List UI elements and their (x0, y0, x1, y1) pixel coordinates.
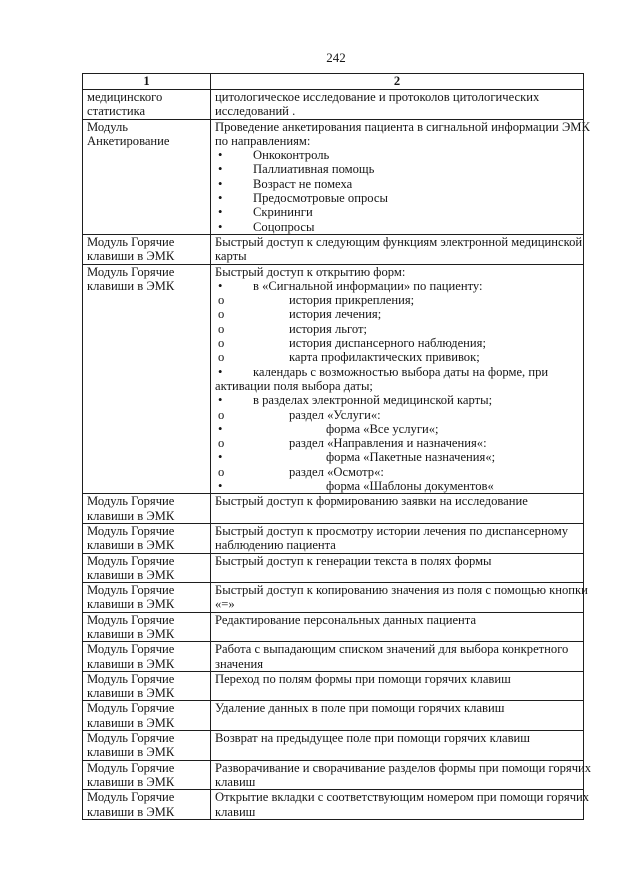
table-row (83, 523, 584, 553)
description-text: Работа с выпадающим списком значений для выбора конкретного значения (215, 642, 569, 671)
list-marker: o (218, 336, 225, 351)
table-body (83, 90, 592, 820)
column-header-2: 2 (211, 74, 584, 90)
list-item (215, 293, 581, 307)
description-text: Быстрый доступ к копированию значения из поля с помощью кнопки «=» (215, 583, 588, 612)
module-cell: Модуль Горячие клавиши в ЭМК (83, 731, 211, 761)
list-item (215, 177, 581, 191)
table-row (83, 264, 584, 494)
module-cell: Модуль Анкетирование (83, 119, 211, 234)
module-cell: Модуль Горячие клавиши в ЭМК (83, 671, 211, 701)
description-cell (211, 790, 590, 820)
description-text: Открытие вкладки с соответствующим номером при помощи горячих клавиш (215, 790, 590, 819)
table-row (83, 790, 584, 820)
list-marker: • (218, 219, 223, 234)
bullet-list (215, 279, 581, 493)
table-row (83, 119, 584, 234)
list-item (215, 336, 581, 350)
list-marker: • (218, 205, 223, 220)
description-text: Быстрый доступ к открытию форм: (215, 264, 406, 279)
module-cell: Модуль Горячие клавиши в ЭМК (83, 701, 211, 731)
list-item (215, 365, 581, 394)
module-cell: Модуль Горячие клавиши в ЭМК (83, 523, 211, 553)
description-text: цитологическое исследование и протоколов цитологических исследований . (215, 90, 540, 119)
list-marker: o (218, 321, 225, 336)
table-row (83, 642, 584, 672)
list-item (215, 307, 581, 321)
table-header (83, 74, 584, 90)
page-number: 242 (326, 50, 346, 65)
description-cell (211, 760, 592, 790)
list-item-text: календарь с возможностью выбора даты на форме, при активации поля выбора даты; (215, 364, 549, 393)
list-marker: • (218, 148, 223, 163)
list-item-text: история лечения; (289, 307, 382, 322)
table-row (83, 553, 584, 583)
list-item (215, 479, 581, 493)
table-row (83, 612, 584, 642)
list-item (215, 322, 581, 336)
list-marker: • (218, 421, 223, 436)
list-item (215, 191, 581, 205)
list-item-text: Предосмотровые опросы (253, 191, 388, 206)
table-row (83, 731, 584, 761)
table-row (83, 760, 584, 790)
description-cell (211, 264, 584, 494)
list-marker: o (218, 350, 225, 365)
description-text: Быстрый доступ к просмотру истории лечения по диспансерному наблюдению пациента (215, 523, 569, 553)
list-item-text: Онкоконтроль (253, 148, 330, 163)
list-item (215, 350, 581, 364)
description-text: Быстрый доступ к следующим функциям электронной медицинской карты (215, 234, 583, 264)
requirements-table (82, 73, 592, 820)
table-row (83, 671, 584, 701)
list-item (215, 408, 581, 422)
description-cell (211, 523, 584, 553)
list-item-text: в разделах электронной медицинской карты; (253, 393, 493, 408)
description-cell (211, 612, 584, 642)
list-item-text: история диспансерного наблюдения; (289, 336, 486, 351)
list-item-text: история прикрепления; (289, 293, 415, 308)
description-cell (211, 583, 588, 613)
description-text: Быстрый доступ к формированию заявки на исследование (215, 494, 528, 509)
list-item-text: форма «Пакетные назначения«; (326, 450, 496, 465)
description-text: Возврат на предыдущее поле при помощи горячих клавиш (215, 731, 530, 746)
module-cell: Модуль Горячие клавиши в ЭМК (83, 494, 211, 524)
module-cell: Модуль Горячие клавиши в ЭМК (83, 790, 211, 820)
description-text: Переход по полям формы при помощи горячих клавиш (215, 671, 511, 686)
description-text: Удаление данных в поле при помощи горячих клавиш (215, 701, 505, 716)
description-text: Проведение анкетирования пациента в сигнальной информации ЭМК по направлениям: (215, 119, 590, 148)
bullet-list (215, 148, 581, 234)
list-marker: o (218, 436, 225, 451)
list-item (215, 279, 581, 293)
description-cell (211, 90, 584, 120)
list-item-text: Соцопросы (253, 219, 315, 234)
module-cell: Модуль Горячие клавиши в ЭМК (83, 264, 211, 494)
description-cell (211, 553, 584, 583)
list-item (215, 393, 581, 407)
table-header-row (83, 74, 584, 90)
list-marker: o (218, 293, 225, 308)
list-marker: • (218, 176, 223, 191)
description-cell (211, 494, 584, 524)
description-text: Разворачивание и сворачивание разделов формы при помощи горячих клавиш (215, 760, 592, 789)
list-marker: • (218, 278, 223, 293)
list-item-text: раздел «Осмотр«: (289, 464, 384, 479)
description-cell (211, 731, 584, 761)
list-item-text: Скрининги (253, 205, 313, 220)
table-row (83, 234, 584, 264)
description-text: Быстрый доступ к генерации текста в полях формы (215, 553, 492, 568)
module-cell: Модуль Горячие клавиши в ЭМК (83, 234, 211, 264)
table-row (83, 701, 584, 731)
description-cell (211, 119, 590, 234)
list-marker: • (218, 191, 223, 206)
module-cell: Модуль Горячие клавиши в ЭМК (83, 760, 211, 790)
list-item (215, 436, 581, 450)
list-item (215, 450, 581, 464)
list-marker: o (218, 464, 225, 479)
list-marker: • (218, 393, 223, 408)
list-marker: o (218, 407, 225, 422)
list-item-text: в «Сигнальной информации» по пациенту: (253, 278, 483, 293)
list-item (215, 162, 581, 176)
module-cell: Модуль Горячие клавиши в ЭМК (83, 553, 211, 583)
list-item-text: форма «Шаблоны документов« (326, 479, 494, 494)
table-row (83, 90, 584, 120)
column-header-1: 1 (83, 74, 211, 90)
list-marker: • (218, 162, 223, 177)
module-cell: Модуль Горячие клавиши в ЭМК (83, 583, 211, 613)
list-item-text: история льгот; (289, 321, 367, 336)
list-marker: • (218, 364, 223, 379)
table-row (83, 583, 584, 613)
module-cell: Модуль Горячие клавиши в ЭМК (83, 612, 211, 642)
list-item-text: раздел «Направления и назначения«: (289, 436, 487, 451)
list-item (215, 148, 581, 162)
list-item (215, 465, 581, 479)
module-cell: Модуль Горячие клавиши в ЭМК (83, 642, 211, 672)
description-cell (211, 701, 584, 731)
description-cell (211, 234, 584, 264)
list-item-text: раздел «Услуги«: (289, 407, 381, 422)
description-text: Редактирование персональных данных пациента (215, 612, 477, 627)
description-cell (211, 642, 584, 672)
list-item (215, 422, 581, 436)
list-item-text: форма «Все услуги«; (326, 421, 439, 436)
list-item (215, 220, 581, 234)
list-marker: o (218, 307, 225, 322)
list-item-text: Паллиативная помощь (253, 162, 375, 177)
list-item-text: Возраст не помеха (253, 176, 353, 191)
description-cell (211, 671, 584, 701)
list-marker: • (218, 450, 223, 465)
list-marker: • (218, 479, 223, 494)
table-row (83, 494, 584, 524)
module-cell: медицинского статистика (83, 90, 211, 120)
list-item-text: карта профилактических прививок; (289, 350, 480, 365)
list-item (215, 205, 581, 219)
